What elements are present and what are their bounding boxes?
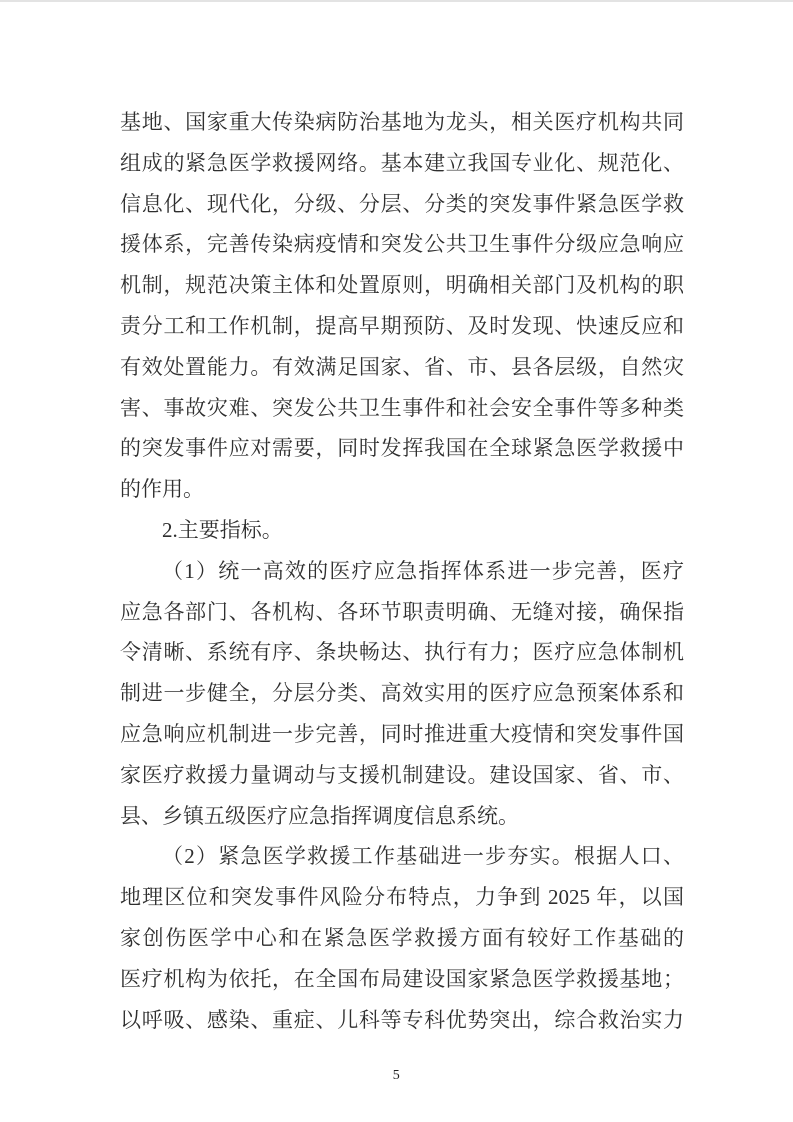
text-line-paragraph-end: 县、乡镇五级医疗应急指挥调度信息系统。 <box>120 803 519 828</box>
text-line: 制进一步健全，分层分类、高效实用的医疗应急预案体系和 <box>120 681 684 706</box>
text-line: 应急响应机制进一步完善，同时推进重大疫情和突发事件国 <box>120 721 684 746</box>
text-line: 地理区位和突发事件风险分布特点，力争到 2025 年，以国 <box>120 885 684 910</box>
text-line: 援体系，完善传染病疫情和突发公共卫生事件分级应急响应 <box>120 232 684 257</box>
text-line: 机制，规范决策主体和处置原则，明确相关部门及机构的职 <box>120 273 684 298</box>
text-line: 责分工和工作机制，提高早期预防、及时发现、快速反应和 <box>120 313 684 338</box>
text-line: 有效处置能力。有效满足国家、省、市、县各层级，自然灾 <box>120 354 684 379</box>
text-line-paragraph-end: 的作用。 <box>120 477 204 502</box>
text-line: 令清晰、系统有序、条块畅达、执行有力；医疗应急体制机 <box>120 640 684 665</box>
text-line-paragraph-start: （2）紧急医学救援工作基础进一步夯实。根据人口、 <box>162 844 684 869</box>
text-line: 家创伤医学中心和在紧急医学救援方面有较好工作基础的 <box>120 925 684 950</box>
text-line: 家医疗救援力量调动与支援机制建设。建设国家、省、市、 <box>120 762 684 787</box>
text-line: 以呼吸、感染、重症、儿科等专科优势突出，综合救治实力 <box>120 1007 684 1032</box>
text-line: 医疗机构为依托，在全国布局建设国家紧急医学救援基地； <box>120 966 684 991</box>
text-line: 基地、国家重大传染病防治基地为龙头，相关医疗机构共同 <box>120 110 684 134</box>
text-line-heading: 2.主要指标。 <box>162 517 283 542</box>
page-number: 5 <box>392 1068 401 1083</box>
text-line: 应急各部门、各机构、各环节职责明确、无缝对接，确保指 <box>120 599 684 624</box>
text-line: 害、事故灾难、突发公共卫生事件和社会安全事件等多种类 <box>120 395 684 420</box>
text-line: 信息化、现代化，分级、分层、分类的突发事件紧急医学救 <box>120 191 684 216</box>
text-line: 组成的紧急医学救援网络。基本建立我国专业化、规范化、 <box>120 150 684 175</box>
document-text-block <box>120 102 684 1040</box>
text-line-paragraph-start: （1）统一高效的医疗应急指挥体系进一步完善，医疗 <box>162 558 684 583</box>
text-line: 的突发事件应对需要，同时发挥我国在全球紧急医学救援中 <box>120 436 684 461</box>
